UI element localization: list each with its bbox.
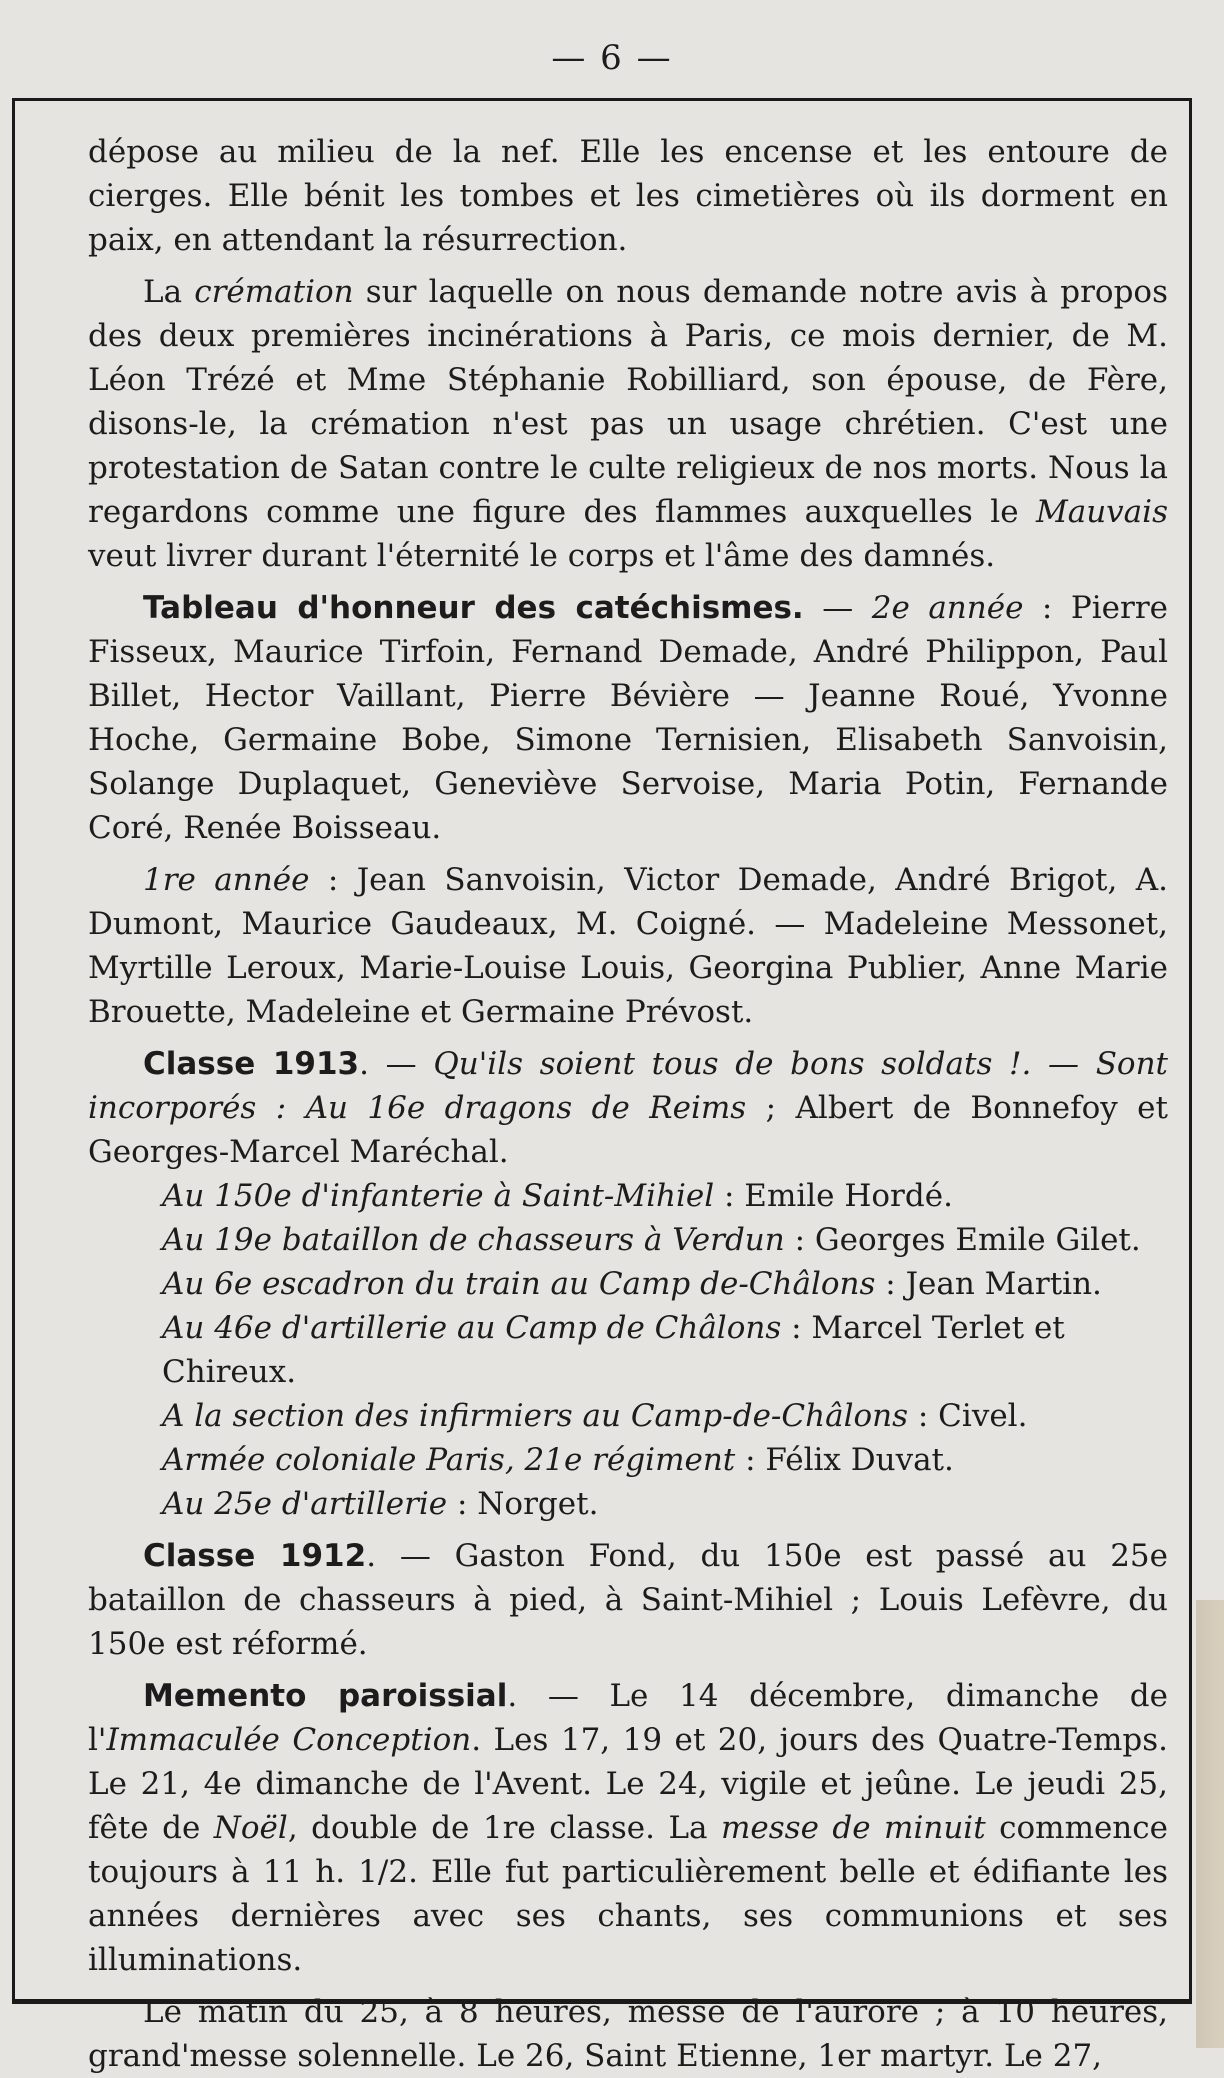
cremation-text: sur laquelle on nous demande notre avis à propos des deux premières incinérations à Paris, ce mois dernier, de M. Léon Trézé et Mme Stéphanie Robilliard, son épouse, de Fère, disons-le, la crémation n'est pas un usage chrétien. C'est une protestation de Satan contre le culte religieux de nos morts. Nous la regardons comme une figure des flammes auxquelles le [88, 274, 1168, 530]
recruit-names: : Félix Duvat. [735, 1442, 954, 1478]
classe-1912-text: . — Gaston Fond, du 150e est passé au 25e bataillon de chasseurs à pied, à Saint-Mihiel ; Louis Lefèvre, du 150e est réformé. [88, 1538, 1169, 1662]
page-content [88, 130, 1168, 2078]
memento-text-2: . Les 17, 19 et 20, jours des Quatre-Temps. Le 21, 4e dimanche de l'Avent. Le 24, vigile et jeûne. Le jeudi 25, fête de [88, 1722, 1168, 1846]
cremation-term: crémation [194, 274, 354, 310]
unit-name: Au 19e bataillon de chasseurs à Verdun [162, 1222, 785, 1258]
classe-1912-heading: Classe 1912 [143, 1538, 367, 1574]
tableau-honneur-heading: Tableau d'honneur des catéchismes. [143, 590, 804, 626]
page-edge-shadow [1196, 1600, 1224, 2048]
list-item [162, 1306, 1168, 1394]
recruit-names: : Georges Emile Gilet. [784, 1222, 1141, 1258]
memento-text-3: , double de 1re classe. La [287, 1810, 722, 1846]
memento-midnight-mass: messe de minuit [721, 1810, 986, 1846]
recruit-names: : Marcel Terlet et Chireux. [162, 1310, 1065, 1390]
recruit-names: : Norget. [447, 1486, 599, 1522]
list-item [162, 1482, 1168, 1526]
year1-list: : Jean Sanvoisin, Victor Demade, André Brigot, A. Dumont, Maurice Gaudeaux, M. Coigné. — Madeleine Messonet, Myrtille Leroux, Marie-Louise Louis, Georgina Publier, Anne Marie Brouette, Madeleine et Germaine Prévost. [88, 862, 1168, 1030]
classe-1913-list [88, 1174, 1168, 1526]
classe-1913-text: ; Albert de Bonnefoy et Georges-Marcel Maréchal. [88, 1090, 1168, 1170]
recruit-names: : Civel. [908, 1398, 1028, 1434]
cremation-text-end: veut livrer durant l'éternité le corps et l'âme des damnés. [88, 538, 996, 574]
mauvais-term: Mauvais [1035, 494, 1168, 530]
list-item [162, 1262, 1168, 1306]
year2-label: 2e année [871, 590, 1024, 626]
memento-feast-2: Noël [213, 1810, 288, 1846]
section-first-year [88, 858, 1168, 1034]
memento-text-4: commence toujours à 11 h. 1/2. Elle fut particulièrement belle et édifiante les années dernières avec ses chants, ses communions et ses illuminations. [88, 1810, 1168, 1978]
list-item [162, 1174, 1168, 1218]
section-classe-1913 [88, 1042, 1168, 1174]
section-tableau-honneur [88, 586, 1168, 850]
classe-1913-motto: Qu'ils soient tous de bons soldats !. — Sont incorporés : Au 16e dragons de Reims [88, 1046, 1169, 1126]
list-item [162, 1438, 1168, 1482]
memento-text-1: . — Le 14 décembre, dimanche de l' [88, 1678, 1168, 1758]
classe-1913-sep: . — [359, 1046, 434, 1082]
list-item [162, 1218, 1168, 1262]
recruit-names: : Emile Hordé. [714, 1178, 953, 1214]
unit-name: Au 6e escadron du train au Camp de-Châlons [162, 1266, 876, 1302]
paragraph-cremation [88, 270, 1168, 578]
memento-feast-1: Immaculée Conception [106, 1722, 472, 1758]
heading-sep: — [803, 590, 872, 626]
list-item [162, 1394, 1168, 1438]
unit-name: A la section des infirmiers au Camp-de-Châlons [162, 1398, 909, 1434]
cremation-lead: La [143, 274, 195, 310]
memento-heading: Memento paroissial [143, 1678, 508, 1714]
classe-1913-heading: Classe 1913 [143, 1046, 360, 1082]
paragraph-christmas-morning: Le matin du 25, à 8 heures, messe de l'aurore ; à 10 heures, grand'messe solennelle. Le 26, Saint Etienne, 1er martyr. Le 27, [88, 1994, 1168, 2074]
recruit-names: : Jean Martin. [875, 1266, 1102, 1302]
unit-name: Au 150e d'infanterie à Saint-Mihiel [162, 1178, 715, 1214]
year2-list: : Pierre Fisseux, Maurice Tirfoin, Fernand Demade, André Philippon, Paul Billet, Hector Vaillant, Pierre Bévière — Jeanne Roué, Yvonne Hoche, Germaine Bobe, Simone Ternisien, Elisabeth Sanvoisin, Solange Duplaquet, Geneviève Servoise, Maria Potin, Fernande Coré, Renée Boisseau. [88, 590, 1168, 846]
unit-name: Armée coloniale Paris, 21e régiment [162, 1442, 736, 1478]
unit-name: Au 25e d'artillerie [162, 1486, 448, 1522]
unit-name: Au 46e d'artillerie au Camp de Châlons [162, 1310, 782, 1346]
section-memento [88, 1674, 1168, 1982]
section-classe-1912 [88, 1534, 1168, 1666]
paragraph-intro: dépose au milieu de la nef. Elle les encense et les entoure de cierges. Elle bénit les tombes et les cimetières où ils dorment en paix, en attendant la résurrection. [88, 134, 1168, 258]
year1-label: 1re année [143, 862, 310, 898]
page-number: — 6 — [551, 38, 673, 78]
